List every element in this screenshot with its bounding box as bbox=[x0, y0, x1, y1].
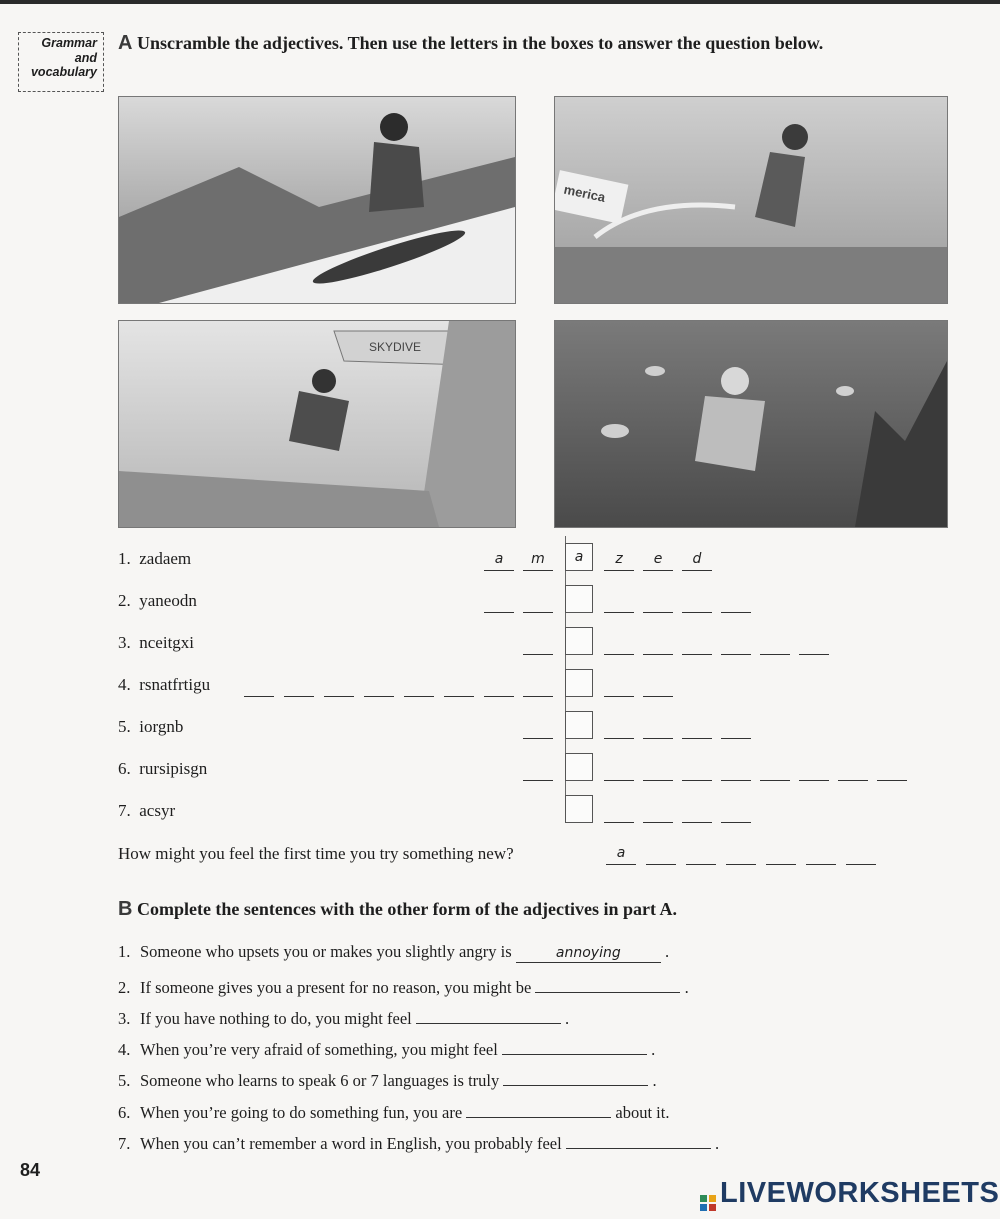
item-5-label: 5. iorgnb bbox=[118, 717, 184, 736]
item-7-blank[interactable] bbox=[604, 800, 634, 823]
item-1-blank-4[interactable]: e bbox=[643, 548, 673, 571]
section-b-instruction bbox=[118, 898, 677, 921]
item-5-blank[interactable] bbox=[523, 716, 553, 739]
sentence-5-answer[interactable] bbox=[503, 1067, 648, 1086]
item-7-box[interactable] bbox=[565, 795, 593, 823]
item-3-blank[interactable] bbox=[604, 632, 634, 655]
final-answer-blank[interactable] bbox=[646, 842, 676, 865]
sentence-4: 4. When you’re very afraid of something, you might feel . bbox=[118, 1036, 655, 1060]
item-7-blank[interactable] bbox=[643, 800, 673, 823]
item-3-blank[interactable] bbox=[523, 632, 553, 655]
sentence-5: 5. Someone who learns to speak 6 or 7 languages is truly . bbox=[118, 1067, 657, 1091]
item-1-blank-5[interactable]: d bbox=[682, 548, 712, 571]
item-4-blank[interactable] bbox=[244, 674, 274, 697]
sentence-7-answer[interactable] bbox=[566, 1130, 711, 1149]
item-6-blank[interactable] bbox=[643, 758, 673, 781]
item-5-blank[interactable] bbox=[682, 716, 712, 739]
item-3-blank[interactable] bbox=[760, 632, 790, 655]
item-4-blank[interactable] bbox=[324, 674, 354, 697]
tag-line-3: vocabulary bbox=[30, 65, 97, 79]
item-6-blank[interactable] bbox=[799, 758, 829, 781]
item-3-label: 3. nceitgxi bbox=[118, 633, 195, 652]
item-2-label: 2. yaneodn bbox=[118, 591, 197, 610]
sentence-6-answer[interactable] bbox=[466, 1099, 611, 1118]
final-answer-blank[interactable] bbox=[846, 842, 876, 865]
sentence-1-answer[interactable]: annoying bbox=[516, 944, 661, 963]
item-4-blank[interactable] bbox=[404, 674, 434, 697]
final-answer-blank[interactable] bbox=[726, 842, 756, 865]
sentence-3: 3. If you have nothing to do, you might feel . bbox=[118, 1005, 569, 1029]
photo-skydiver bbox=[118, 320, 516, 528]
item-4-blank[interactable] bbox=[604, 674, 634, 697]
photo-banner-text: merica bbox=[562, 181, 607, 205]
item-2-blank[interactable] bbox=[682, 590, 712, 613]
page-number: 84 bbox=[20, 1160, 41, 1180]
section-b-letter: B bbox=[118, 898, 133, 920]
item-4-box[interactable] bbox=[565, 669, 593, 697]
item-6-label: 6. rursipisgn bbox=[118, 759, 208, 778]
item-7-blank[interactable] bbox=[682, 800, 712, 823]
top-rule bbox=[0, 0, 1000, 4]
item-6-box[interactable] bbox=[565, 753, 593, 781]
photo-snowboarder bbox=[118, 96, 516, 304]
section-a-letter: A bbox=[118, 32, 133, 54]
item-1-blank-1[interactable]: a bbox=[484, 548, 514, 571]
final-answer-blank[interactable] bbox=[766, 842, 796, 865]
sentence-2: 2. If someone gives you a present for no reason, you might be . bbox=[118, 974, 689, 998]
section-a-text: Unscramble the adjectives. Then use the letters in the boxes to answer the question below. bbox=[136, 33, 824, 53]
tag-line-2: and bbox=[74, 50, 97, 65]
item-3-box[interactable] bbox=[565, 627, 593, 655]
sentence-1: 1. Someone who upsets you or makes you slightly angry is annoying . bbox=[118, 942, 670, 961]
final-answer-blank-1[interactable]: a bbox=[606, 842, 636, 865]
item-3-blank[interactable] bbox=[643, 632, 673, 655]
final-answer-blank[interactable] bbox=[806, 842, 836, 865]
item-6-blank[interactable] bbox=[877, 758, 907, 781]
item-6-blank[interactable] bbox=[604, 758, 634, 781]
item-5-box[interactable] bbox=[565, 711, 593, 739]
item-3-blank[interactable] bbox=[682, 632, 712, 655]
item-4-blank[interactable] bbox=[523, 674, 553, 697]
item-1-blank-2[interactable]: m bbox=[523, 548, 553, 571]
item-2-blank[interactable] bbox=[523, 590, 553, 613]
section-b-text: Complete the sentences with the other form of the adjectives in part A. bbox=[136, 899, 678, 919]
item-4-blank[interactable] bbox=[364, 674, 394, 697]
item-1-label: 1. zadaem bbox=[118, 549, 192, 568]
brand-logo: LIVEWORKSHEETS bbox=[700, 1177, 999, 1210]
item-1-box[interactable]: a bbox=[565, 543, 593, 571]
photo-scuba-diver bbox=[554, 320, 948, 528]
item-6-blank[interactable] bbox=[682, 758, 712, 781]
item-2-blank[interactable] bbox=[721, 590, 751, 613]
final-question: How might you feel the first time you try something new? bbox=[118, 844, 514, 863]
item-1-blank-3[interactable]: z bbox=[604, 548, 634, 571]
sentence-3-answer[interactable] bbox=[416, 1005, 561, 1024]
item-5-blank[interactable] bbox=[721, 716, 751, 739]
item-4-blank[interactable] bbox=[643, 674, 673, 697]
item-4-blank[interactable] bbox=[284, 674, 314, 697]
item-2-blank[interactable] bbox=[604, 590, 634, 613]
photo-bungee-jumper bbox=[554, 96, 948, 304]
item-5-blank[interactable] bbox=[604, 716, 634, 739]
sentence-6: 6. When you’re going to do something fun, you are about it. bbox=[118, 1099, 669, 1123]
item-5-blank[interactable] bbox=[643, 716, 673, 739]
item-2-blank[interactable] bbox=[643, 590, 673, 613]
item-6-blank[interactable] bbox=[838, 758, 868, 781]
final-answer-blank[interactable] bbox=[686, 842, 716, 865]
sentence-4-answer[interactable] bbox=[502, 1036, 647, 1055]
section-a-instruction bbox=[118, 30, 838, 57]
sentence-7: 7. When you can’t remember a word in English, you probably feel . bbox=[118, 1130, 719, 1154]
item-4-label: 4. rsnatfrtigu bbox=[118, 675, 211, 694]
item-6-blank[interactable] bbox=[721, 758, 751, 781]
item-3-blank[interactable] bbox=[799, 632, 829, 655]
item-2-box[interactable] bbox=[565, 585, 593, 613]
item-6-blank[interactable] bbox=[760, 758, 790, 781]
sentence-2-answer[interactable] bbox=[535, 974, 680, 993]
item-6-blank[interactable] bbox=[523, 758, 553, 781]
item-4-blank[interactable] bbox=[484, 674, 514, 697]
photo-sign-text: SKYDIVE bbox=[369, 340, 422, 354]
item-2-blank[interactable] bbox=[484, 590, 514, 613]
item-4-blank[interactable] bbox=[444, 674, 474, 697]
section-tag bbox=[18, 32, 104, 92]
item-7-label: 7. acsyr bbox=[118, 801, 176, 820]
item-7-blank[interactable] bbox=[721, 800, 751, 823]
item-3-blank[interactable] bbox=[721, 632, 751, 655]
tag-line-1: Grammar bbox=[41, 36, 97, 50]
liveworksheets-icon bbox=[700, 1186, 716, 1202]
